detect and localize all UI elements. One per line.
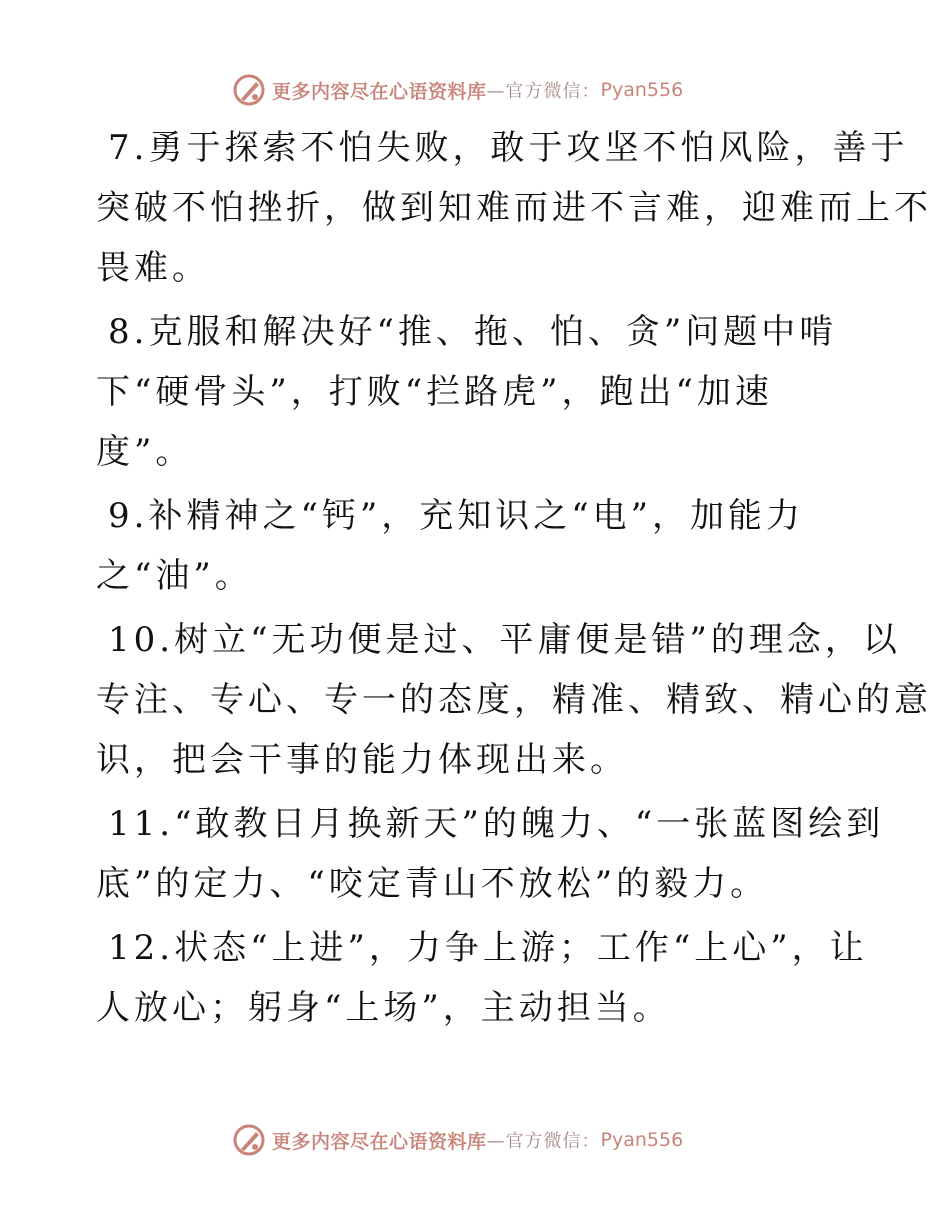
item-line: 12.状态“上进”，力争上游；工作“上心”，让 bbox=[108, 928, 868, 968]
footer-wechat-id: Pyan556 bbox=[600, 1129, 684, 1151]
pen-logo-icon bbox=[232, 73, 266, 107]
list-item bbox=[96, 486, 856, 606]
footer-wechat-label: —官方微信： bbox=[486, 1131, 601, 1152]
item-line: 之“油”。 bbox=[96, 556, 253, 596]
header-wechat-id: Pyan556 bbox=[600, 79, 684, 101]
list-item bbox=[96, 794, 885, 914]
item-line: 识，把会干事的能力体现出来。 bbox=[96, 740, 628, 780]
header-wechat-label: —官方微信： bbox=[486, 81, 601, 102]
pen-logo-icon bbox=[232, 1123, 266, 1157]
item-line: 畏难。 bbox=[96, 248, 210, 288]
item-line: 度”。 bbox=[96, 432, 194, 472]
header-site-name: 更多内容尽在心语资料库 bbox=[272, 80, 487, 103]
document-body bbox=[96, 118, 932, 1042]
footer-site-name: 更多内容尽在心语资料库 bbox=[272, 1130, 487, 1153]
item-line: 11.“敢教日月换新天”的魄力、“一张蓝图绘到 bbox=[108, 804, 885, 844]
item-line: 7.勇于探索不怕失败，敢于攻坚不怕风险，善于 bbox=[108, 128, 909, 168]
item-line: 下“硬骨头”，打败“拦路虎”，跑出“加速 bbox=[96, 372, 773, 412]
item-line: 10.树立“无功便是过、平庸便是错”的理念，以 bbox=[108, 620, 901, 660]
item-line: 底”的定力、“咬定青山不放松”的毅力。 bbox=[96, 864, 769, 904]
item-line: 9.补精神之“钙”，充知识之“电”，加能力 bbox=[108, 496, 804, 536]
item-line: 突破不怕挫折，做到知难而进不言难，迎难而上不 bbox=[96, 188, 932, 228]
list-item bbox=[96, 610, 932, 790]
list-item bbox=[96, 302, 856, 482]
list-item bbox=[96, 918, 868, 1038]
item-line: 专注、专心、专一的态度，精准、精致、精心的意 bbox=[96, 680, 932, 720]
header-watermark bbox=[232, 70, 712, 110]
footer-watermark bbox=[232, 1120, 712, 1160]
list-item bbox=[96, 118, 932, 298]
item-line: 人放心；躬身“上场”，主动担当。 bbox=[96, 988, 671, 1028]
item-line: 8.克服和解决好“推、拖、怕、贪”问题中啃 bbox=[108, 312, 838, 352]
